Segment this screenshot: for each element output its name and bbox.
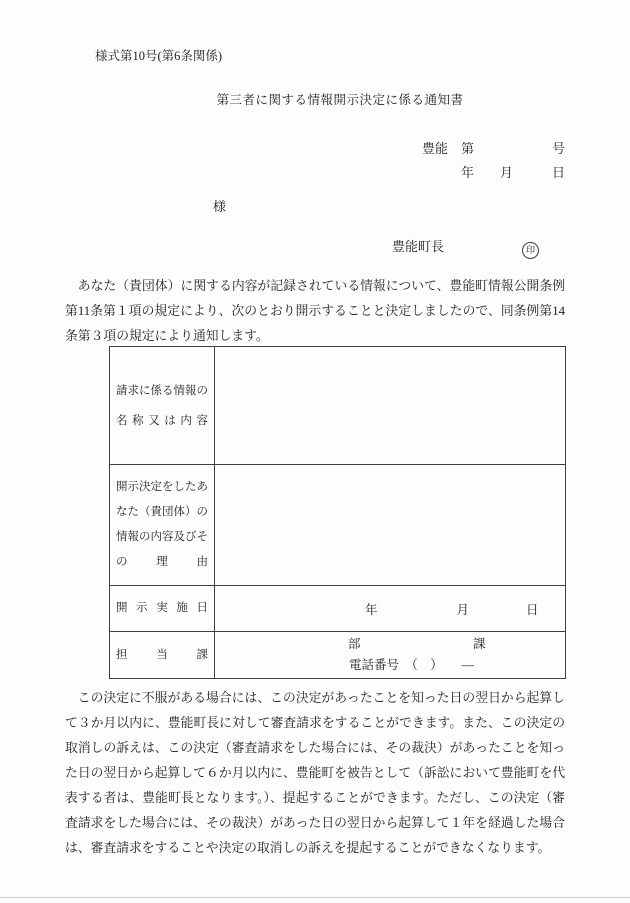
label-cell [110,632,215,679]
form-number: 様式第10号(第6条関係) [95,49,223,63]
issuer-line [392,236,539,259]
appeal-paragraph: この決定に不服がある場合には、この決定があったことを知った日の翌日から起算して３か月以内に、豊能町長に対して審査請求をすることができます。また、この決定の取消しの訴えは、この決定（審査請求をした場合には、その裁決）があったことを知った日の翌日から起算して６か月以内に、豊能町を被告として（訴訟において豊能町を代表する者は、豊能町長となります。）、提起することができます。ただし、この決定（審査請求をした場合には、その裁決）があった日の翌日から起算して１年を経過した場合は、審査請求をすることや決定の取消しの訴えを提起することができなくなります。 [65,691,565,855]
label-line: 開示決定をしたあ [116,481,208,493]
reference-number-line: 豊能 第 号 [421,141,565,156]
table-row-department [110,632,566,679]
label-line: 情報の内容及びそ [116,531,208,543]
table-row-disclosure-date [110,586,566,632]
label-line: 開示実施日 [116,602,208,614]
issuer-title: 豊能町長 [392,239,445,254]
label-line: 請求に係る情報の [116,384,208,397]
reference-block [422,137,565,185]
label-cell [110,586,215,632]
label-line: なた（貴団体）の [116,506,208,518]
phone-number-line: 電話番号 （ ） ― [349,658,475,672]
content-cell-empty [215,347,566,465]
table-row-decision-reason [110,465,566,586]
intro-paragraph: あなた（貴団体）に関する内容が記録されている情報について、豊能町情報公開条例第11条第１項の規定により、次のとおり開示することと決定しましたので、同条例第14条第３項の規定により通知します。 [65,279,565,343]
label-line: 名称又は内容 [116,414,208,427]
document-title: 第三者に関する情報開示決定に係る通知書 [216,93,464,107]
content-cell-date [215,586,566,632]
table-row-request-info [110,347,566,465]
label-line: 担当課 [116,648,208,661]
label-cell [110,465,215,586]
content-cell-department [215,632,566,679]
day-label: 日 [526,602,539,617]
label-cell [110,347,215,465]
disclosure-table [109,346,566,679]
department-line: 部 課 [348,637,486,651]
page-bottom-edge [0,897,630,898]
addressee-honorific: 様 [213,199,227,214]
seal-icon: 印 [522,242,539,259]
date-placeholder-line [215,600,565,618]
month-label: 月 [456,602,470,617]
content-cell-empty [215,465,566,586]
issue-date-line: 年 月 日 [460,165,565,180]
label-line: の理由 [116,556,208,568]
year-label: 年 [365,602,378,617]
